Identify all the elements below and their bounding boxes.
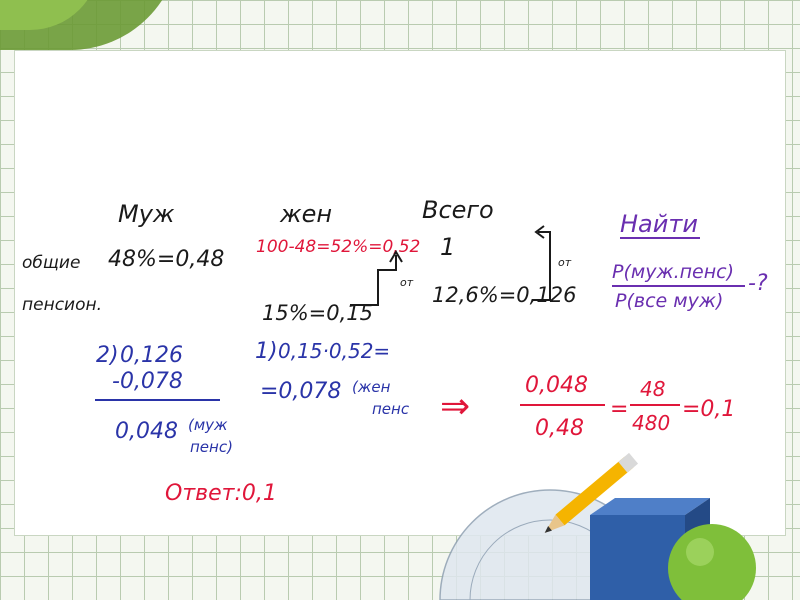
column-total-label: Всего xyxy=(422,196,494,224)
women-pension-value: 15%=0,15 xyxy=(262,301,374,325)
answer-text: Ответ:0,1 xyxy=(165,481,277,506)
find-question: -? xyxy=(748,271,768,296)
step2-b: -0,078 xyxy=(112,369,183,394)
step1-result: =0,078 xyxy=(260,379,342,404)
row-total-label: общие xyxy=(22,253,81,273)
fraction-numerator: 0,048 xyxy=(525,373,588,398)
green-ball-highlight xyxy=(686,538,714,566)
men-total-value: 48%=0,48 xyxy=(108,247,225,272)
step2-note-2: пенс) xyxy=(190,438,233,456)
step1-expression: 0,15·0,52= xyxy=(278,339,391,363)
step2-result: 0,048 xyxy=(115,419,178,444)
step1-note-1: (жен xyxy=(352,378,391,396)
step2-note-1: (муж xyxy=(188,416,228,434)
women-total-value: 100-48=52%=0,52 xyxy=(256,237,421,257)
implies-arrow: ⇒ xyxy=(440,386,471,427)
step1-label: 1) xyxy=(255,339,278,364)
find-numerator: P(муж.пенс) xyxy=(612,261,734,283)
arrow-label-1: от xyxy=(400,276,414,289)
final-result: =0,1 xyxy=(682,397,736,422)
fraction-denominator: 0,48 xyxy=(535,416,584,441)
column-women-label: жен xyxy=(280,200,333,228)
step2-label: 2) xyxy=(96,343,119,368)
find-denominator: P(все муж) xyxy=(615,290,724,312)
find-title: Найти xyxy=(620,210,698,238)
fraction2-denominator: 480 xyxy=(632,411,671,435)
fraction2-numerator: 48 xyxy=(640,377,666,401)
step1-note-2: пенс xyxy=(372,400,410,418)
step2-a: 0,126 xyxy=(120,343,183,368)
equals-sign: = xyxy=(610,397,629,422)
row-pension-label: пенсион. xyxy=(22,295,103,315)
column-men-label: Муж xyxy=(118,200,175,228)
total-total-value: 1 xyxy=(440,233,456,261)
arrow-label-2: от xyxy=(558,256,572,269)
total-pension-value: 12,6%=0,126 xyxy=(432,283,577,307)
